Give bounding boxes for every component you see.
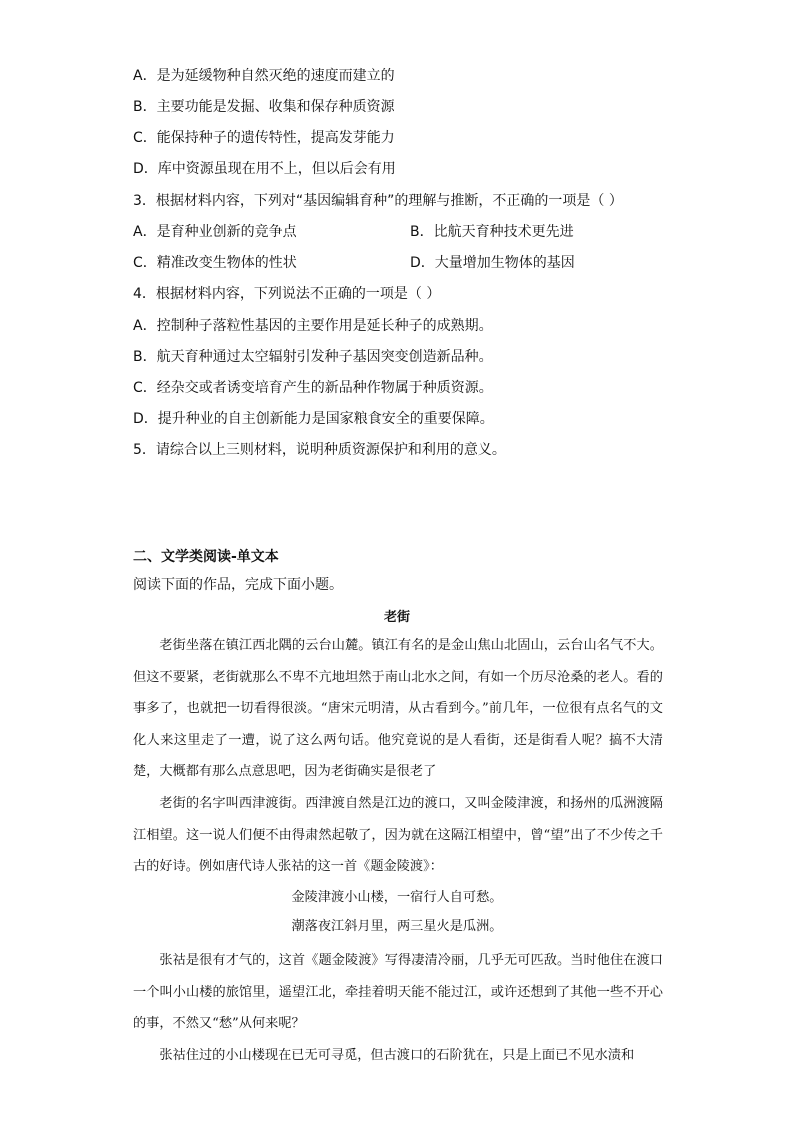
poem-line-1: 金陵津渡小山楼，一宿行人自可愁。 [291, 890, 503, 905]
q2-option-b: B．主要功能是发掘、收集和保存种质资源 [133, 99, 395, 115]
q4-option-b: B．航天育种通过太空辐射引发种子基因突变创造新品种。 [133, 349, 493, 365]
q3-option-c: C．精准改变生物体的性状 [133, 255, 297, 271]
q5-stem: 5．请综合以上三则材料，说明种质资源保护和利用的意义。 [133, 442, 506, 458]
q3-option-a: A．是育种业创新的竞争点 [133, 224, 297, 240]
story-paragraph-4: 张祜住过的小山楼现在已无可寻觅，但古渡口的石阶犹在，只是上面已不见水渍和 [159, 1048, 635, 1063]
q4-option-a: A．控制种子落粒性基因的主要作用是延长种子的成熟期。 [133, 318, 493, 334]
section-instruction: 阅读下面的作品，完成下面小题。 [133, 577, 343, 593]
q4-option-d: D．提升种业的自主创新能力是国家粮食安全的重要保障。 [133, 411, 494, 427]
story-paragraph-1: 老街坐落在镇江西北隅的云台山麓。镇江有名的是金山焦山北固山，云台山名气不大。但这不要紧，老街就那么不卑不亢地坦然于南山北水之间，有如一个历尽沧桑的老人。看的事多了，也就把一切看得很淡。“唐宋元明清，从古看到今。”前几年，一位很有点名气的文化人来这里走了一遭，说了这么两句话。他究竟说的是人看街，还是街看人呢？搞不大清楚，大概都有那么点意思吧，因为老街确实是很老了 [133, 638, 663, 780]
q2-option-a: A．是为延缓物种自然灭绝的速度而建立的 [133, 68, 395, 84]
story-paragraph-3: 张祜是很有才气的，这首《题金陵渡》写得凄清冷丽，几乎无可匹敌。当时他住在渡口一个叫小山楼的旅馆里，遥望江北，牵挂着明天能不能过江，或许还想到了其他一些不开心的事，不然又“愁”从何来呢？ [133, 953, 663, 1032]
q3-option-b: B．比航天育种技术更先进 [410, 224, 574, 240]
poem-line-2: 潮落夜江斜月里，两三星火是瓜洲。 [291, 919, 503, 934]
q2-option-c: C．能保持种子的遗传特性，提高发芽能力 [133, 130, 395, 146]
q2-option-d: D．库中资源虽现在用不上，但以后会有用 [133, 161, 396, 177]
story-title: 老街 [383, 610, 410, 625]
q4-stem: 4．根据材料内容，下列说法不正确的一项是（ ） [133, 286, 441, 302]
q3-stem: 3．根据材料内容，下列对“基因编辑育种”的理解与推断，不正确的一项是（ ） [133, 193, 623, 209]
story-paragraph-2: 老街的名字叫西津渡街。西津渡自然是江边的渡口，又叫金陵津渡，和扬州的瓜洲渡隔江相望。这一说人们便不由得肃然起敬了，因为就在这隔江相望中，曾“望”出了不少传之千古的好诗。例如唐代诗人张祜的这一首《题金陵渡》： [133, 796, 663, 875]
section-title: 二、文学类阅读-单文本 [133, 549, 279, 565]
q4-option-c: C．经杂交或者诱变培育产生的新品种作物属于种质资源。 [133, 380, 493, 396]
q3-option-d: D．大量增加生物体的基因 [410, 255, 575, 271]
